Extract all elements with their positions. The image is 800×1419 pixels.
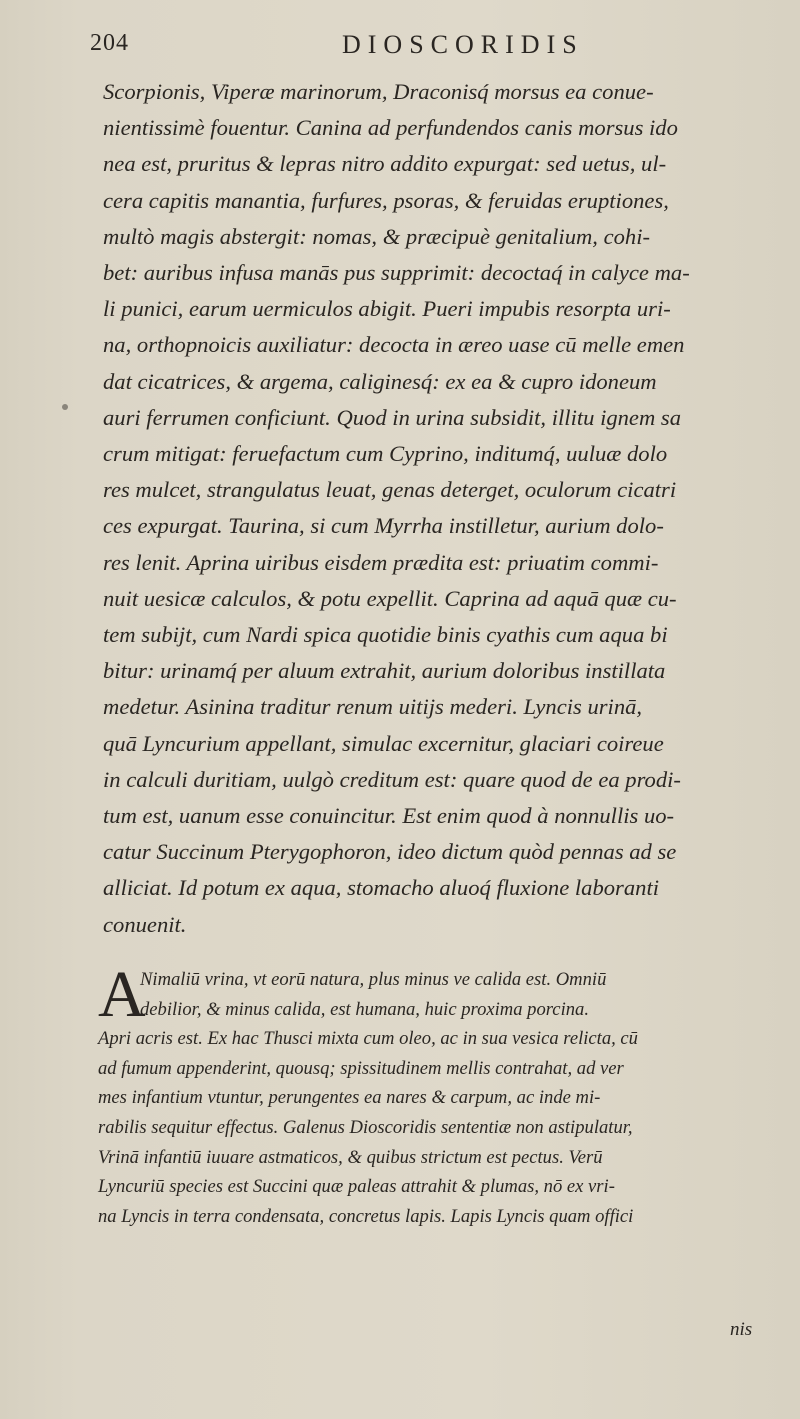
text-line: multò magis abstergit: nomas, & præcipuè genitalium, cohi- <box>103 223 651 249</box>
text-line: ces expurgat. Taurina, si cum Myrrha instilletur, aurium dolo- <box>103 513 664 539</box>
text-line: nuit uesicæ calculos, & potu expellit. Caprina ad aquā quæ cu- <box>103 585 677 611</box>
main-text-block <box>103 74 763 943</box>
text-line: nea est, pruritus & lepras nitro addito expurgat: sed uetus, ul- <box>103 151 667 177</box>
commentary-line: Nimaliū vrina, vt eorū natura, plus minus ve calida est. Omniū <box>140 969 607 990</box>
text-line: alliciat. Id potum ex aqua, stomacho aluoq́ fluxione laboranti <box>103 875 659 901</box>
commentary-lines <box>98 958 768 1231</box>
commentary-line: rabilis sequitur effectus. Galenus Dioscoridis sententiæ non astipulatur, <box>98 1116 633 1138</box>
commentary-line: mes infantium vtuntur, perungentes ea nares & carpum, ac inde mi- <box>98 1087 601 1109</box>
commentary-line: na Lyncis in terra condensata, concretus lapis. Lapis Lyncis quam offici <box>98 1205 634 1227</box>
text-line: medetur. Asinina traditur renum uitijs mederi. Lyncis urinā, <box>103 694 643 720</box>
margin-mark <box>62 404 68 410</box>
page-number: 204 <box>90 30 129 56</box>
text-line: na, orthopnoicis auxiliatur: decocta in æreo uase cū melle emen <box>103 332 685 358</box>
text-line: cera capitis manantia, furfures, psoras, & feruidas eruptiones, <box>103 187 669 213</box>
commentary-line: Vrinā infantiū iuuare astmaticos, & quibus strictum est pectus. Verū <box>98 1146 603 1168</box>
text-line: conuenit. <box>103 911 187 937</box>
catchword: nis <box>730 1319 753 1340</box>
text-line: auri ferrumen conficiunt. Quod in urina subsidit, illitu ignem sa <box>103 404 682 430</box>
text-line: dat cicatrices, & argema, caliginesq́: ex ea & cupro idoneum <box>103 368 657 394</box>
text-line: in calculi duritiam, uulgò creditum est: quare quod de ea prodi- <box>103 766 681 792</box>
text-line: catur Succinum Pterygophoron, ideo dictum quòd pennas ad se <box>103 839 677 865</box>
text-line: Scorpionis, Viperæ marinorum, Draconisq́ morsus ea conue- <box>103 79 654 104</box>
text-line: quā Lyncurium appellant, simulac excernitur, glaciari coireue <box>103 730 664 756</box>
commentary-line: Apri acris est. Ex hac Thusci mixta cum oleo, ac in sua vesica relicta, cū <box>98 1028 638 1050</box>
commentary-block <box>98 958 768 1231</box>
text-line: tem subijt, cum Nardi spica quotidie binis cyathis cum aqua bi <box>103 622 668 648</box>
text-line: bitur: urinamq́ per aluum extrahit, aurium doloribus instillata <box>103 658 666 684</box>
text-line: crum mitigat: feruefactum cum Cyprino, inditumq́, uuluæ dolo <box>103 441 668 467</box>
text-line: li punici, earum uermiculos abigit. Pueri impubis resorpta uri- <box>103 296 671 322</box>
running-title: DIOSCORIDIS <box>342 30 584 59</box>
text-line: res mulcet, strangulatus leuat, genas deterget, oculorum cicatri <box>103 477 677 503</box>
drop-cap: A <box>98 958 146 1031</box>
commentary-line: debilior, & minus calida, est humana, huic proxima porcina. <box>140 998 589 1020</box>
text-line: nientissimè fouentur. Canina ad perfundendos canis morsus ido <box>103 115 678 141</box>
commentary-line: ad fumum appenderint, quousq; spissitudinem mellis contrahat, ad ver <box>98 1057 624 1079</box>
text-line: bet: auribus infusa manās pus supprimit: decoctaq́ in calyce ma- <box>103 260 690 286</box>
commentary-line: Lyncuriū species est Succini quæ paleas attrahit & plumas, nō ex vri- <box>98 1176 615 1198</box>
text-line: tum est, uanum esse conuincitur. Est enim quod à nonnullis uo- <box>103 803 675 829</box>
text-line: res lenit. Aprina uiribus eisdem prædita est: priuatim commi- <box>103 549 659 575</box>
page-header <box>90 30 750 70</box>
